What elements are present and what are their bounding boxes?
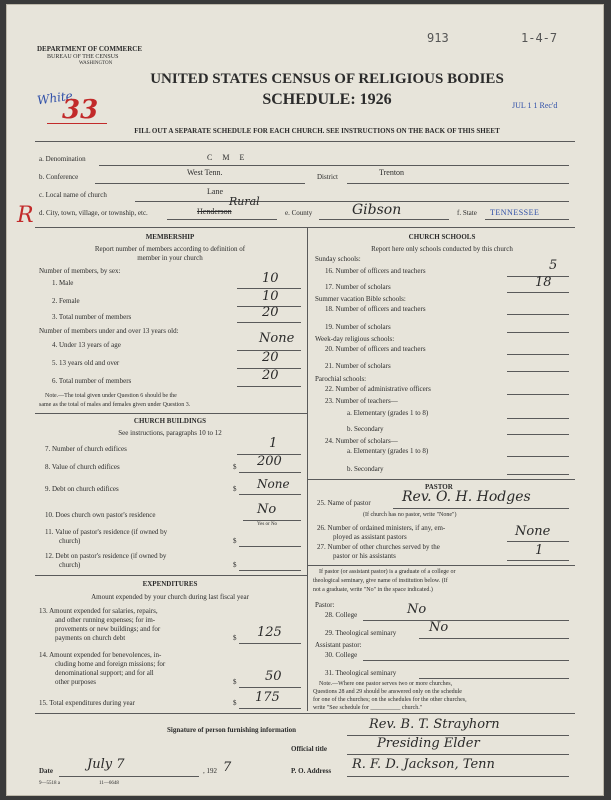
q25-note: (If church has no pastor, write "None") — [363, 512, 457, 518]
q2-value[interactable]: 10 — [262, 289, 279, 304]
q16-label: 16. Number of officers and teachers — [325, 267, 426, 275]
q14-line1: 14. Amount expended for benevolences, in- — [39, 651, 162, 659]
membership-note2: same as the total of males and females given under Question 3. — [39, 402, 191, 408]
q17-label: 17. Number of scholars — [325, 283, 391, 291]
q11-line — [239, 546, 301, 547]
q27-value[interactable]: 1 — [535, 543, 544, 558]
q14-line4: other purposes — [55, 678, 97, 686]
q15-label: 15. Total expenditures during year — [39, 699, 135, 707]
q9-label: 9. Debt on church edifices — [45, 485, 119, 493]
q27-label-a: 27. Number of other churches served by the — [317, 543, 440, 551]
q6-label: 6. Total number of members — [52, 377, 132, 385]
q17-value[interactable]: 18 — [535, 275, 552, 290]
q8-label: 8. Value of church edifices — [45, 463, 120, 471]
membership-sub1: Report number of members according to definition of — [94, 245, 246, 253]
q9-line — [239, 494, 301, 495]
q28-value[interactable]: No — [407, 602, 427, 617]
district-value[interactable]: Trenton — [379, 168, 405, 177]
instruction-line: FILL OUT A SEPARATE SCHEDULE FOR EACH CHURCH. SEE INSTRUCTIONS ON THE BACK OF THIS SHEET — [134, 127, 500, 135]
official-title-value[interactable]: Presiding Elder — [377, 736, 480, 751]
graduate-info-1: If pastor (or assistant pastor) is a graduate of a college or — [319, 569, 456, 575]
q15-line — [239, 708, 301, 709]
q14-line2: cluding home and foreign missions; for — [55, 660, 166, 668]
q27-line — [507, 560, 569, 561]
q11-label-a: 11. Value of pastor's residence (if owned by — [45, 528, 168, 536]
signature-value[interactable]: Rev. B. T. Strayhorn — [369, 717, 500, 732]
membership-sub2: member in your church — [137, 254, 203, 262]
pastor-sub-label: Pastor: — [315, 601, 335, 609]
q13-line4: payments on church debt — [55, 634, 126, 642]
q23b-line — [507, 434, 569, 435]
form-title: UNITED STATES CENSUS OF RELIGIOUS BODIES — [150, 71, 504, 87]
schools-heading: CHURCH SCHOOLS — [408, 233, 476, 241]
q28-label: 28. College — [325, 611, 358, 619]
q24b-label: b. Secondary — [347, 465, 384, 473]
date-line — [59, 776, 199, 777]
q12-dollar: $ — [233, 561, 237, 569]
q13-dollar: $ — [233, 634, 237, 642]
q3-label: 3. Total number of members — [52, 313, 132, 321]
denomination-line — [99, 165, 569, 166]
local-name-value[interactable]: Lane — [207, 187, 223, 196]
q1-value[interactable]: 10 — [262, 271, 279, 286]
q14-answer-line — [239, 687, 301, 688]
stamp-number-right: 1-4-7 — [521, 31, 558, 45]
q8-dollar: $ — [233, 463, 237, 471]
header-divider — [35, 141, 575, 142]
q26-label-a: 26. Number of ordained ministers, if any, em- — [317, 524, 446, 532]
expenditures-sub: Amount expended by your church during last fiscal year — [91, 593, 249, 601]
po-address-line — [347, 776, 569, 777]
q31-label: 31. Theological seminary — [325, 669, 397, 677]
q18-label: 18. Number of officers and teachers — [325, 305, 426, 313]
q30-line — [363, 660, 569, 661]
q27-label-b: pastor or his assistants — [333, 552, 396, 560]
q9-value[interactable]: None — [257, 477, 290, 491]
stamp-number-left: 913 — [427, 31, 449, 45]
pastor-divider — [307, 479, 575, 480]
q13-answer-line — [239, 643, 301, 644]
parochial-label: Parochial schools: — [315, 375, 367, 383]
q10-label: 10. Does church own pastor's residence — [45, 511, 156, 519]
q3-line — [237, 322, 301, 323]
q20-label: 20. Number of officers and teachers — [325, 345, 426, 353]
age-label: Number of members under and over 13 years old: — [39, 327, 179, 335]
white-annotation: White — [36, 88, 74, 108]
year-digit[interactable]: 7 — [223, 760, 232, 775]
po-address-value[interactable]: R. F. D. Jackson, Tenn — [352, 757, 495, 772]
census-schedule-sheet — [6, 4, 604, 796]
q29-value[interactable]: No — [429, 620, 449, 635]
q29-line — [419, 638, 569, 639]
q15-dollar: $ — [233, 699, 237, 707]
signature-label: Signature of person furnishing information — [167, 726, 296, 734]
pastor-note-2: Questions 28 and 29 should be answered only on the schedule — [313, 689, 462, 695]
date-value[interactable]: July 7 — [87, 757, 125, 772]
q6-value[interactable]: 20 — [262, 368, 279, 383]
q29-label: 29. Theological seminary — [325, 629, 397, 637]
denomination-label: a. Denomination — [39, 155, 86, 163]
q14-value[interactable]: 50 — [265, 669, 282, 684]
denomination-value[interactable]: C M E — [207, 153, 249, 162]
q22-label: 22. Number of administrative officers — [325, 385, 431, 393]
q10-line — [243, 520, 301, 521]
form-number-2: 11—6648 — [99, 781, 119, 786]
q7-value[interactable]: 1 — [269, 436, 278, 451]
buildings-sub: See instructions, paragraphs 10 to 12 — [118, 429, 222, 437]
schools-sub: Report here only schools conducted by this church — [371, 245, 513, 253]
q4-value[interactable]: None — [259, 331, 295, 346]
q19-label: 19. Number of scholars — [325, 323, 391, 331]
official-title-line — [347, 754, 569, 755]
q13-line1: 13. Amount expended for salaries, repairs, — [39, 607, 158, 615]
pastor-heading: PASTOR — [425, 483, 453, 491]
date-label: Date — [39, 767, 53, 775]
city-value[interactable]: Henderson — [197, 207, 232, 216]
pastor-note-4: write "See schedule for __________ church." — [313, 705, 423, 711]
q30-label: 30. College — [325, 651, 358, 659]
state-line — [485, 219, 569, 220]
q5-label: 5. 13 years old and over — [52, 359, 120, 367]
received-stamp: JUL 1 1 Rec'd — [512, 101, 558, 110]
q19-line — [507, 332, 569, 333]
q23a-line — [507, 418, 569, 419]
red-underline — [47, 123, 107, 124]
q24a-label: a. Elementary (grades 1 to 8) — [347, 447, 429, 455]
city-line — [167, 219, 277, 220]
city-handwritten: Rural — [229, 195, 260, 208]
pastor-note-3: for one of the churches; on the schedules for the other churches, — [313, 697, 467, 703]
q10-value[interactable]: No — [257, 502, 277, 517]
bureau-name: BUREAU OF THE CENSUS — [47, 54, 119, 60]
q8-line — [239, 472, 301, 473]
q12-line — [239, 570, 301, 571]
q17-line — [507, 292, 569, 293]
q24-label: 24. Number of scholars— — [325, 437, 398, 445]
q22-line — [507, 394, 569, 395]
q18-line — [507, 314, 569, 315]
po-address-label: P. O. Address — [291, 767, 332, 775]
asst-pastor-label: Assistant pastor: — [315, 641, 362, 649]
conference-value[interactable]: West Tenn. — [187, 168, 223, 177]
q6-line — [237, 386, 301, 387]
district-label: District — [317, 173, 338, 181]
dept-name: DEPARTMENT OF COMMERCE — [37, 45, 143, 53]
state-value[interactable]: TENNESSEE — [490, 208, 540, 217]
q14-line3: denominational support; and for all — [55, 669, 154, 677]
district-line — [347, 183, 569, 184]
buildings-heading: CHURCH BUILDINGS — [133, 417, 207, 425]
section-top-divider — [35, 227, 575, 228]
footer-divider — [35, 713, 575, 714]
q13-line2: and other running expenses; for im- — [55, 616, 156, 624]
county-label: e. County — [285, 209, 313, 217]
q20-line — [507, 354, 569, 355]
q28-line — [363, 620, 569, 621]
q26-label-b: ployed as assistant pastors — [333, 533, 407, 541]
q24b-line — [507, 474, 569, 475]
q11-dollar: $ — [233, 537, 237, 545]
q23a-label: a. Elementary (grades 1 to 8) — [347, 409, 429, 417]
q5-value[interactable]: 20 — [262, 350, 279, 365]
sunday-label: Sunday schools: — [315, 255, 361, 263]
q11-label-b: church) — [59, 537, 81, 545]
city-label: d. City, town, village, or township, etc. — [39, 209, 148, 217]
county-line — [319, 219, 449, 220]
q13-line3: provements or new buildings; and for — [55, 625, 161, 633]
q4-label: 4. Under 13 years of age — [52, 341, 121, 349]
conference-label: b. Conference — [39, 173, 79, 181]
membership-heading: MEMBERSHIP — [145, 233, 195, 241]
r-annotation: R — [17, 203, 34, 228]
q7-label: 7. Number of church edifices — [45, 445, 127, 453]
yes-no-hint: Yes or No — [257, 522, 278, 527]
q25-line — [393, 508, 569, 509]
q23b-label: b. Secondary — [347, 425, 384, 433]
city-name: WASHINGTON — [79, 61, 113, 66]
schedule-title: SCHEDULE: 1926 — [262, 91, 392, 108]
buildings-divider — [35, 413, 307, 414]
q25-value[interactable]: Rev. O. H. Hodges — [402, 489, 531, 505]
number-33-annotation: 33 — [62, 95, 99, 125]
official-title-label: Official title — [291, 745, 327, 753]
conference-line — [95, 183, 305, 184]
q13-value[interactable]: 125 — [257, 625, 282, 640]
pastor-note-1: Note.—Where one pastor serves two or more churches, — [319, 681, 453, 687]
q23-label: 23. Number of teachers— — [325, 397, 398, 405]
state-label: f. State — [457, 209, 477, 217]
q21-label: 21. Number of scholars — [325, 362, 391, 370]
graduate-info-2: theological seminary, give name of institution below. (If — [313, 578, 448, 584]
summer-label: Summer vacation Bible schools: — [315, 295, 406, 303]
q3-value[interactable]: 20 — [262, 305, 279, 320]
form-number: 9—5518 a — [39, 781, 60, 786]
q1-label: 1. Male — [52, 279, 74, 287]
q12-label-a: 12. Debt on pastor's residence (if owned by — [45, 552, 167, 560]
graduate-info-3: not a graduate, write "No" in the space indicated.) — [313, 587, 433, 593]
q8-value[interactable]: 200 — [257, 454, 282, 469]
weekday-label: Week-day religious schools: — [315, 335, 395, 343]
q16-value[interactable]: 5 — [549, 258, 558, 273]
q14-dollar: $ — [233, 678, 237, 686]
expenditures-divider — [35, 575, 307, 576]
membership-note1: Note.—The total given under Question 6 should be the — [45, 393, 177, 399]
q26-line — [507, 541, 569, 542]
q24a-line — [507, 456, 569, 457]
q25-label: 25. Name of pastor — [317, 499, 371, 507]
sex-label: Number of members, by sex: — [39, 267, 121, 275]
local-name-label: c. Local name of church — [39, 191, 107, 199]
q2-label: 2. Female — [52, 297, 80, 305]
q15-value[interactable]: 175 — [255, 690, 280, 705]
q31-line — [419, 678, 569, 679]
expenditures-heading: EXPENDITURES — [142, 580, 198, 588]
year-prefix: , 192 — [203, 767, 217, 775]
q12-label-b: church) — [59, 561, 81, 569]
county-value[interactable]: Gibson — [352, 202, 402, 218]
q9-dollar: $ — [233, 485, 237, 493]
graduate-divider — [307, 565, 575, 566]
q21-line — [507, 371, 569, 372]
column-divider — [307, 227, 308, 711]
q26-value[interactable]: None — [515, 524, 551, 539]
